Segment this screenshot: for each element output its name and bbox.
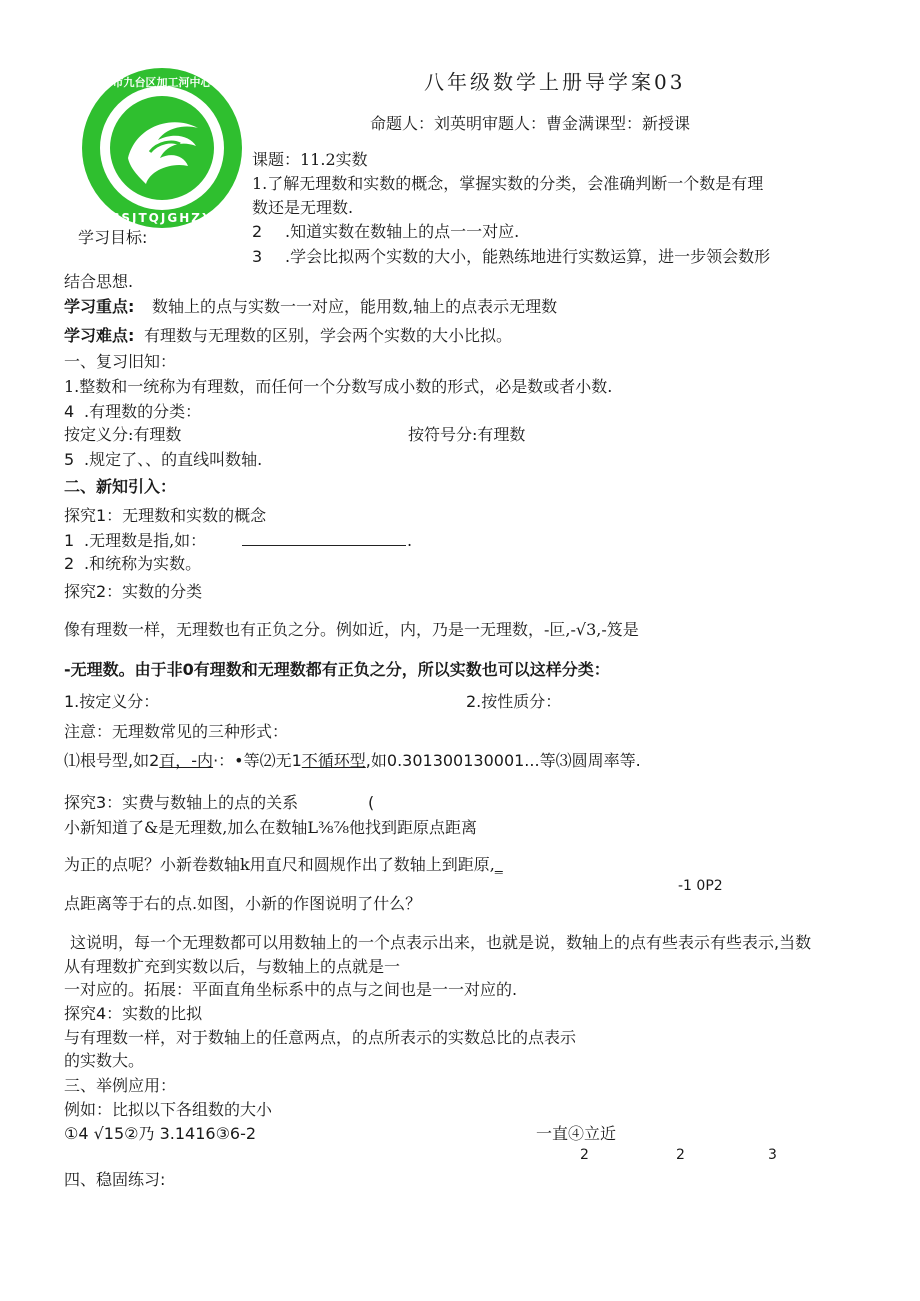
forms-part-a: ⑴根号型,如2 [64,751,160,770]
apply-heading: 三、举例应用： [64,1076,177,1095]
explanation-line-2: 从有理数扩充到实数以后，与数轴上的点就是一 [64,957,401,976]
key-points-text: 数轴上的点与实数一一对应，能用数,轴上的点表示无理数 [152,297,558,316]
explore-2-paragraph-2: -无理数。由于非0有理数和无理数都有正负之分，所以实数也可以这样分类： [64,660,610,679]
goal-1-line-b: 数还是无理数. [252,198,354,217]
goal-2: .知道实数在数轴上的点一一对应. [285,222,520,241]
explore-1-title: 探究1：无理数和实数的概念 [64,506,267,525]
denominator-2: 2 [676,1147,685,1163]
review-line-1: 1.整数和一统称为有理数，而任何一个分数写成小数的形式，必是数或者小数. [64,377,613,396]
explore-1-item-2-number: 2 [64,554,75,573]
explanation-line-3: 一对应的。拓展：平面直角坐标系中的点与之间也是一一对应的. [64,980,518,999]
explanation-line-1: 这说明，每一个无理数都可以用数轴上的一个点表示出来，也就是说，数轴上的点有些表示有些表示,当数 [70,933,812,952]
irrational-forms-line [64,751,641,771]
difficulty-label: 学习难点: [64,326,135,345]
classify-by-property: 2.按性质分： [466,692,562,711]
svg-text:CCSJTQJGHZXX: CCSJTQJGHZXX [99,211,225,225]
classification-by-sign: 按符号分:有理数 [408,425,526,444]
classification-by-definition: 按定义分:有理数 [64,425,182,444]
lesson-topic: 课题：11.2实数 [252,150,368,169]
practice-heading: 四、稳固练习: [64,1170,166,1189]
explore-4-title: 探究4：实数的比拟 [64,1004,203,1023]
review-line-4: .规定了、、的直线叫数轴. [84,450,263,469]
review-line-4-number: 5 [64,450,75,469]
goal-2-number: 2 [252,222,263,241]
review-line-2-number: 4 [64,402,75,421]
goals-label: 学习目标: [78,228,148,247]
goal-3-number: 3 [252,247,263,266]
explore-1-item-1: .无理数是指,如： [84,531,207,550]
explore-3-line-2-blank: _ [494,855,503,874]
explore-3-line-3: 点距离等于右的点.如图，小新的作图说明了什么？ [64,894,422,913]
explore-3-line-1: 小新知道了&是无理数,加么在数轴L⅜⅞他找到距原点距离 [64,818,477,837]
apply-intro: 例如：比拟以下各组数的大小 [64,1100,273,1119]
explore-1-item-2: .和统称为实数。 [84,554,202,573]
goal-3-line-a: .学会比拟两个实数的大小，能熟练地进行实数运算，进一步领会数形 [285,247,771,266]
document-title: 八年级数学上册导学案03 [424,70,686,94]
number-line-labels: -1 0P2 [678,878,723,894]
note-line: 注意：无理数常见的三种形式： [64,722,289,741]
answer-blank [242,545,406,546]
forms-part-b: ·：•等⑵无1 [213,751,302,770]
explore-1-item-1-end: . [407,531,413,550]
goal-1-line-a: 1.了解无理数和实数的概念，掌握实数的分类，会准确判断一个数是有理 [252,174,764,193]
apply-items-right: 一直④立近 [536,1124,617,1143]
intro-heading: 二、新知引入： [64,477,177,496]
forms-underlined-1: 百，-内 [159,751,214,770]
explore-4-line-2: 的实数大。 [64,1051,145,1070]
explore-1-item-1-number: 1 [64,531,75,550]
explore-3-line-2 [64,855,503,875]
review-line-2: .有理数的分类： [84,402,202,421]
key-points-label: 学习重点: [64,297,135,316]
denominator-3: 3 [768,1147,777,1163]
explore-3-line-2-text: 为正的点呢？小新卷数轴k用直尺和圆规作出了数轴上到距原, [64,855,495,874]
svg-text:长春市九台区加工河中心学校: 长春市九台区加工河中心学校 [90,76,234,89]
difficulty-text: 有理数与无理数的区别，学会两个实数的大小比拟。 [144,326,513,345]
authors-line: 命题人：刘英明审题人：曹金满课型：新授课 [370,114,691,133]
explore-3-title: 探究3：实费与数轴上的点的关系 [64,793,299,812]
apply-items: ①4 √15②乃 3.1416③6-2 [64,1124,257,1143]
denominator-1: 2 [580,1147,589,1163]
explore-2-title: 探究2：实数的分类 [64,582,203,601]
review-heading: 一、复习旧知： [64,352,177,371]
forms-underlined-2: 不循环型 [301,751,366,770]
goal-3-line-b: 结合思想. [64,272,134,291]
explore-2-paragraph-1: 像有理数一样，无理数也有正负之分。例如近，内，乃是一无理数，-叵,-√3,-笈是 [64,620,639,639]
explore-3-paren: ( [368,793,375,812]
classify-by-definition: 1.按定义分： [64,692,160,711]
forms-part-c: ,如0.301300130001...等⑶圆周率等. [365,751,641,770]
school-seal-logo [80,66,244,230]
explore-4-line-1: 与有理数一样，对于数轴上的任意两点，的点所表示的实数总比的点表示 [64,1028,577,1047]
